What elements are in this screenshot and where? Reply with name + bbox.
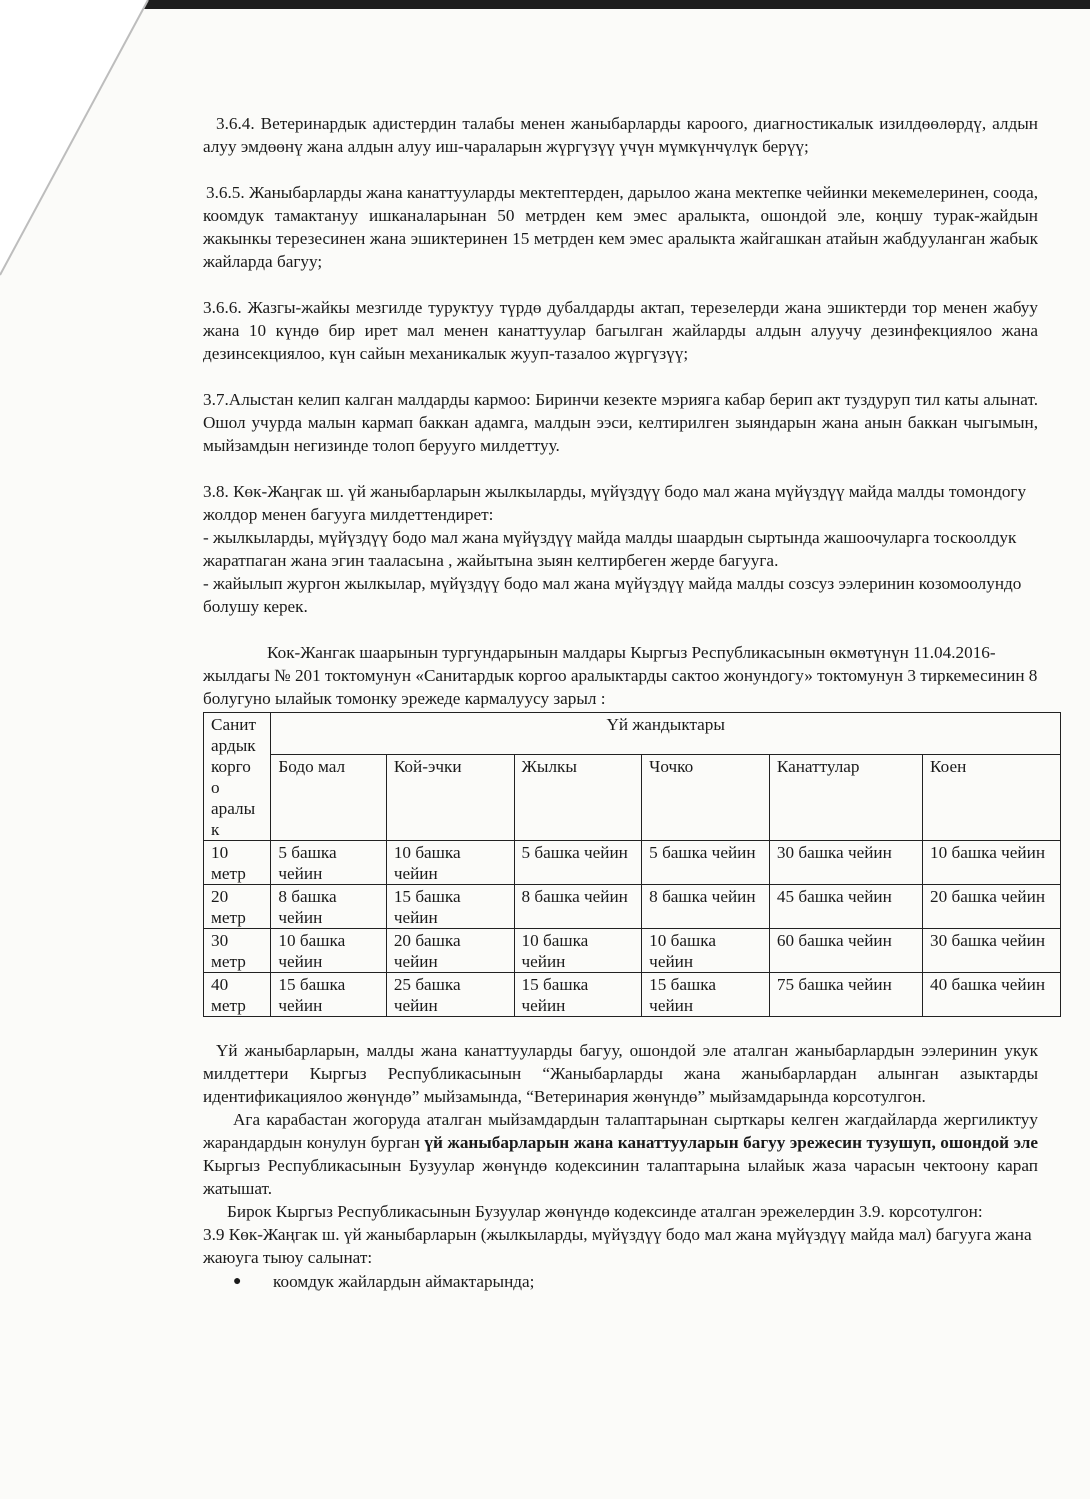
table-cell: 8 башка чейин (642, 885, 770, 929)
table-cell: 30 башка чейин (769, 841, 922, 885)
scan-corner-shadow (0, 0, 160, 280)
table-cell: 40 башка чейин (923, 973, 1061, 1017)
table-cell: 5 башка чейин (642, 841, 770, 885)
table-cell: 10 башка чейин (923, 841, 1061, 885)
table-cell: 60 башка чейин (769, 929, 922, 973)
paragraph-3-6-5: 3.6.5. Жаныбарларды жана канаттууларды мектептерден, дарылоо жана мектепке чейинки мекемелеринен, соода, коомдук тамактануу ишканаларынан 50 метрден кем эмес аралыкта, ошондой эле, коңшу турак-жайдын жакынкы терезесинен жана эшиктеринен 15 метрден кем эмес аралыкта жайгашкан атайын жабдууланган жабык жайларда багуу; (203, 183, 1038, 271)
scan-border-top (140, 0, 1090, 9)
table-cell: 10 башка чейин (514, 929, 642, 973)
bullet-icon: ● (233, 1274, 242, 1289)
column-header: Канаттулар (769, 755, 922, 841)
paragraph-after-table-3: Бирок Кыргыз Республикасынын Бузуулар жөнүндө кодексинде аталган эрежелердин 3.9. корсотулгон: (227, 1202, 983, 1221)
table-cell: 10 башка чейин (642, 929, 770, 973)
table-cell: 45 башка чейин (769, 885, 922, 929)
table-cell: 30 башка чейин (923, 929, 1061, 973)
table-row (204, 885, 1061, 929)
table-row (204, 841, 1061, 885)
paragraph-3-9: 3.9 Көк-Жаңгак ш. үй жаныбарларын (жылкыларды, мүйүздүү бодо мал жана мүйүздүү майда мал) багууга жана жаюуга тыюу салынат: (203, 1225, 1032, 1267)
paragraph-3-6-4: 3.6.4. Ветеринардык адистердин талабы менен жаныбарларды кароого, диагностикалык изилдөөлөрдү, алдын алуу эмдөөнү жана алдын алуу иш-чараларын жүргүзүү үчүн мүмкүнчүлүк берүү; (203, 114, 1038, 156)
table-corner-header: Санит ардык корго о аралы к (204, 713, 271, 841)
paragraph-after-table-2 (203, 1108, 1038, 1200)
sanitary-distance-table (203, 712, 1061, 1017)
list-item (233, 1270, 1038, 1293)
table-cell: 15 башка чейин (642, 973, 770, 1017)
table-cell: 10 башка чейин (271, 929, 386, 973)
distance-cell: 30 метр (204, 929, 271, 973)
table-cell: 15 башка чейин (514, 973, 642, 1017)
paragraph-intro: Кок-Жангак шаарынын тургундарынын малдары Кыргыз Республикасынын өкмөтүнүн 11.04.2016-жылдагы № 201 токтомунун «Санитардык коргоо аралыктарды сактоо жонундогу» токтомунун 3 тиркемесинин 8 болугуно ылайык томонку эрежеде кармалуусу зарыл : (203, 643, 1038, 708)
table-cell: 15 башка чейин (386, 885, 514, 929)
table-cell: 5 башка чейин (271, 841, 386, 885)
paragraph-after-table-2-bold: үй жаныбарларын жана канаттууларын багуу эрежесин тузушуп, ошондой эле (424, 1133, 1038, 1152)
table-cell: 75 башка чейин (769, 973, 922, 1017)
table-group-header: Үй жандыктары (271, 713, 1061, 755)
paragraph-after-table-1: Үй жаныбарларын, малды жана канаттууларды багуу, ошондой эле аталган жаныбарлардын ээлеринин укук милдеттери Кыргыз Республикасынын “Жаныбарларды жана жаныбарлардан алынган азыктарды идентификациялоо жөнүндө” мыйзамында, “Ветеринария жөнүндө” мыйзамдарында корсотулгон. (203, 1041, 1038, 1106)
column-header: Бодо мал (271, 755, 386, 841)
column-header: Коен (923, 755, 1061, 841)
distance-cell: 40 метр (204, 973, 271, 1017)
bullet-text: коомдук жайлардын аймактарында; (273, 1272, 535, 1291)
table-cell: 8 башка чейин (271, 885, 386, 929)
table-cell: 20 башка чейин (923, 885, 1061, 929)
column-header: Жылкы (514, 755, 642, 841)
paragraph-3-7: 3.7.Алыстан келип калган малдарды кармоо: Биринчи кезекте мэрияга кабар берип акт туздуруп тил каты алынат. Ошол учурда малын кармап баккан адамга, малдын ээси, келтирилген зыяндарын жана анын баккан чыгымын, мыйзамдын негизинде толоп берууго милдеттуу. (203, 390, 1038, 455)
paragraph-after-table-2-end: Кыргыз Республикасынын Бузуулар жөнүндө кодексинин талаптарына ылайык жаза чарасын чектоону карап жатышат. (203, 1156, 1038, 1198)
table-row (204, 973, 1061, 1017)
paragraph-3-8-item-2: - жайылып жургон жылкылар, мүйүздүү бодо мал жана мүйүздүү майда малды созсуз ээлеринин козомоолундо болушу керек. (203, 574, 1022, 616)
table-cell: 25 башка чейин (386, 973, 514, 1017)
table-row (204, 929, 1061, 973)
column-header: Кой-эчки (386, 755, 514, 841)
table-cell: 5 башка чейин (514, 841, 642, 885)
distance-cell: 20 метр (204, 885, 271, 929)
paragraph-3-8: 3.8. Көк-Жаңгак ш. үй жаныбарларын жылкыларды, мүйүздүү бодо мал жана мүйүздүү майда малды томондогу жолдор менен багууга милдеттендирет: (203, 482, 1027, 524)
table-cell: 15 башка чейин (271, 973, 386, 1017)
paragraph-3-6-6: 3.6.6. Жазгы-жайкы мезгилде туруктуу түрдө дубалдарды актап, терезелерди жана эшиктерди тор менен жабуу жана 10 күндө бир ирет мал менен канаттуулар багылган жайларды алдын алуучу дезинфекциялоо жана дезинсекциялоо, күн сайын механикалык жууп-тазалоо жүргүзүү; (203, 298, 1038, 363)
paragraph-after-table-2-start: Ага карабастан жогоруда аталган мыйзамдардын талаптарынан сырткары келген жагдайларда жергиликтуу жарандардын конулун бурган (203, 1110, 1038, 1152)
document-page (203, 112, 1046, 1293)
table-cell: 8 башка чейин (514, 885, 642, 929)
table-cell: 20 башка чейин (386, 929, 514, 973)
table-cell: 10 башка чейин (386, 841, 514, 885)
distance-cell: 10 метр (204, 841, 271, 885)
column-header: Чочко (642, 755, 770, 841)
paragraph-3-8-item-1: - жылкыларды, мүйүздүү бодо мал жана мүйүздүү майда малды шаардын сыртында жашоочуларга тоскоолдук жаратпаган жана эгин тааласына , жайытына зыян келтирбеген жерде багууга. (203, 528, 1017, 570)
